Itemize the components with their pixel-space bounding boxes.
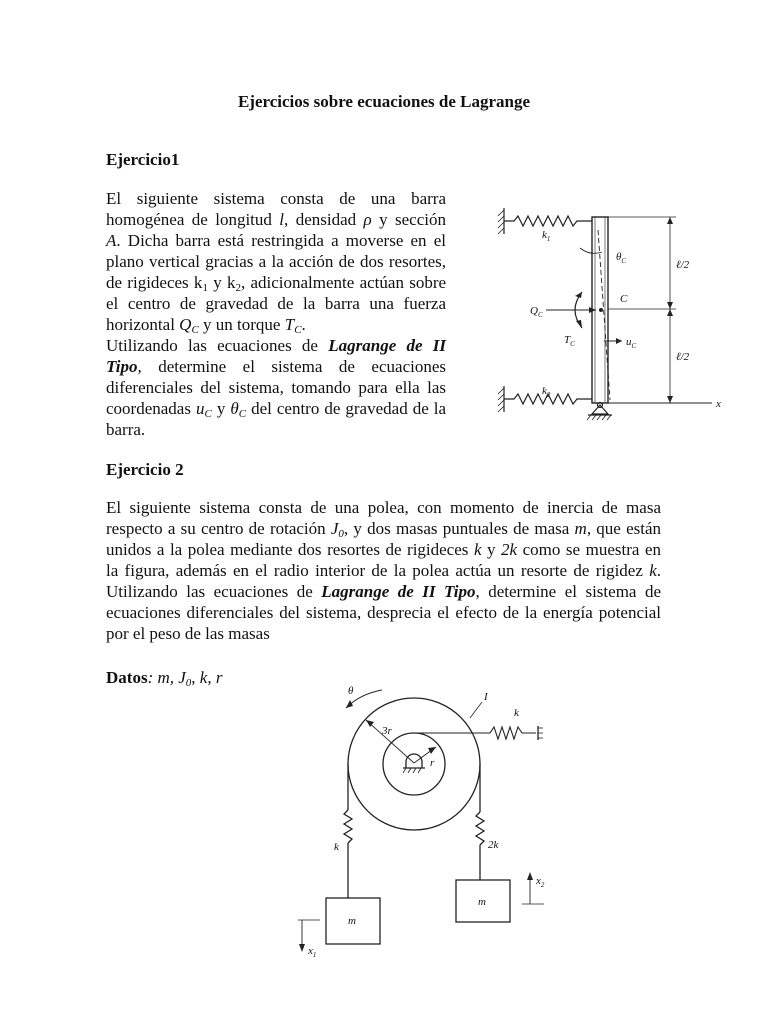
ex1-symbol-l: l	[279, 210, 285, 229]
ex1-paragraph	[106, 188, 446, 440]
ex2-text: como se muestra en	[522, 540, 662, 559]
label-r: r	[430, 757, 435, 769]
label-k-top: k	[514, 707, 519, 719]
ex2-text: respecto a su centro de rotación	[106, 519, 326, 538]
ex1-sub: 2	[235, 282, 241, 294]
ex2-symbol: 2k	[501, 540, 518, 559]
ex2-symbol: k	[649, 561, 657, 580]
ex2-symbol: k	[473, 540, 482, 559]
ex2-text: , y dos masas puntuales de masa	[343, 519, 570, 538]
ex1-emphasis: Lagrange de II	[328, 336, 446, 355]
ex2-line-5	[106, 581, 661, 602]
ex1-sub: C	[238, 408, 247, 420]
label-k1: $k_1$	[542, 229, 551, 243]
ex2-line-3	[106, 539, 661, 560]
ex1-line-3	[106, 230, 446, 251]
ex1-line-6	[106, 293, 446, 314]
ex1-text: y un torque	[203, 315, 281, 334]
label-k2: $k_2$	[542, 385, 551, 399]
label-uc: $u_C$	[626, 336, 637, 350]
ex1-text: de rigideces k	[106, 273, 203, 292]
ex1-text: y sección	[379, 210, 446, 229]
ex1-symbol: θ	[230, 399, 239, 418]
pulley-figure	[280, 672, 580, 964]
ex2-text: , que están	[586, 519, 662, 538]
ex2-text: unidos a la polea mediante dos resortes de rigideces	[106, 540, 469, 559]
ex1-line-9	[106, 356, 446, 377]
ex1-text: El siguiente sistema consta de una barra	[106, 189, 446, 208]
ex1-text: .	[301, 315, 306, 334]
ex1-text: homogénea de longitud	[106, 210, 272, 229]
ex1-symbol: Q	[179, 315, 192, 334]
ex1-sub: C	[191, 324, 199, 336]
datos-values-rest: , k, r	[191, 668, 223, 687]
ex2-line-6	[106, 602, 661, 623]
ex2-line-1	[106, 497, 661, 518]
ex2-heading: Ejercicio 2	[106, 460, 184, 479]
ex1-line-1	[106, 188, 446, 209]
label-c: C	[620, 293, 628, 305]
label-half-length-top: ℓ/2	[676, 259, 690, 271]
ex1-heading: Ejercicio1	[106, 150, 180, 169]
ex1-line-8	[106, 335, 446, 356]
ex2-text: Utilizando las ecuaciones de	[106, 582, 313, 601]
document-title: Ejercicios sobre ecuaciones de Lagrange	[237, 92, 531, 111]
datos-sub: 0	[185, 677, 192, 689]
ex2-sub: 0	[338, 528, 344, 540]
ex2-text: El siguiente sistema consta de una polea, con momento de inercia de masa	[106, 498, 661, 517]
ex1-text: y k	[213, 273, 236, 292]
ex1-text: del centro de gravedad de la	[251, 399, 447, 418]
ex1-line-7	[106, 314, 446, 335]
ex1-line-12	[106, 419, 446, 440]
ex1-symbol-a: A	[106, 231, 117, 250]
ex1-text: y	[216, 399, 226, 418]
ex2-line-4	[106, 560, 661, 581]
ex1-text: , adicionalmente actúan sobre	[240, 273, 447, 292]
ex1-text: barra.	[106, 420, 146, 439]
ex1-line-5	[106, 272, 446, 293]
ex1-text: , determine el sistema de ecuaciones	[137, 357, 446, 376]
label-two-k: 2k	[488, 839, 499, 851]
ex2-paragraph	[106, 497, 661, 644]
ex1-text: diferenciales del sistema, tomando para ella las	[106, 378, 446, 397]
ex1-text: . Dicha barra está restringida a moverse en el	[116, 231, 446, 250]
ex1-line-2	[106, 209, 446, 230]
label-half-length-bottom: ℓ/2	[676, 351, 690, 363]
label-x2: $x_2$	[536, 875, 545, 889]
ex2-text: la figura, además en el radio interior de la polea actúa un resorte de rigidez	[106, 561, 643, 580]
ex2-line-2	[106, 518, 661, 539]
ex2-line-7	[106, 623, 661, 644]
label-qc: $Q_C$	[530, 305, 543, 319]
ex1-sub: C	[294, 324, 302, 336]
datos-values: : m, J	[147, 668, 186, 687]
ex1-text: Utilizando las ecuaciones de	[106, 336, 318, 355]
ex1-text: el centro de gravedad de la barra una fuerza	[106, 294, 446, 313]
ex1-text: plano vertical gracias a la acción de dos resortes,	[106, 252, 446, 271]
ex2-symbol: J	[330, 519, 339, 538]
ex1-symbol: T	[284, 315, 295, 334]
label-mass-left: m	[348, 915, 356, 927]
label-three-r: 3r	[382, 725, 392, 737]
label-x1: $x_1$	[308, 945, 317, 959]
ex1-line-10	[106, 377, 446, 398]
ex1-text: coordenadas	[106, 399, 191, 418]
ex1-text: horizontal	[106, 315, 175, 334]
ex2-emphasis: Lagrange de II Tipo	[321, 582, 476, 601]
ex1-symbol-rho: ρ	[363, 210, 372, 229]
ex2-text: por el peso de las masas	[106, 624, 270, 643]
label-inertia: I	[484, 691, 488, 703]
ex1-line-11	[106, 398, 446, 419]
ex1-sub: 1	[202, 282, 208, 294]
ex2-text: ecuaciones diferenciales del sistema, desprecia el efecto de la energía potencial	[106, 603, 661, 622]
bar-spring-figure	[480, 200, 760, 432]
label-theta: θ	[348, 685, 354, 697]
label-x-axis: x	[716, 398, 721, 410]
ex1-sub: C	[204, 408, 212, 420]
ex2-symbol: m	[574, 519, 587, 538]
ex2-text: .	[656, 561, 661, 580]
label-mass-right: m	[478, 896, 486, 908]
datos-line	[106, 668, 222, 688]
label-theta-c: $\theta_C$	[616, 251, 627, 265]
label-k-left: k	[334, 841, 339, 853]
ex1-text: , densidad	[284, 210, 357, 229]
ex1-line-4	[106, 251, 446, 272]
label-tc: $T_C$	[564, 334, 575, 348]
ex2-text: , determine el sistema de	[475, 582, 661, 601]
ex1-symbol: u	[195, 399, 205, 418]
ex1-emphasis: Tipo	[106, 357, 138, 376]
ex2-text: y	[487, 540, 496, 559]
datos-label: Datos	[106, 668, 148, 687]
